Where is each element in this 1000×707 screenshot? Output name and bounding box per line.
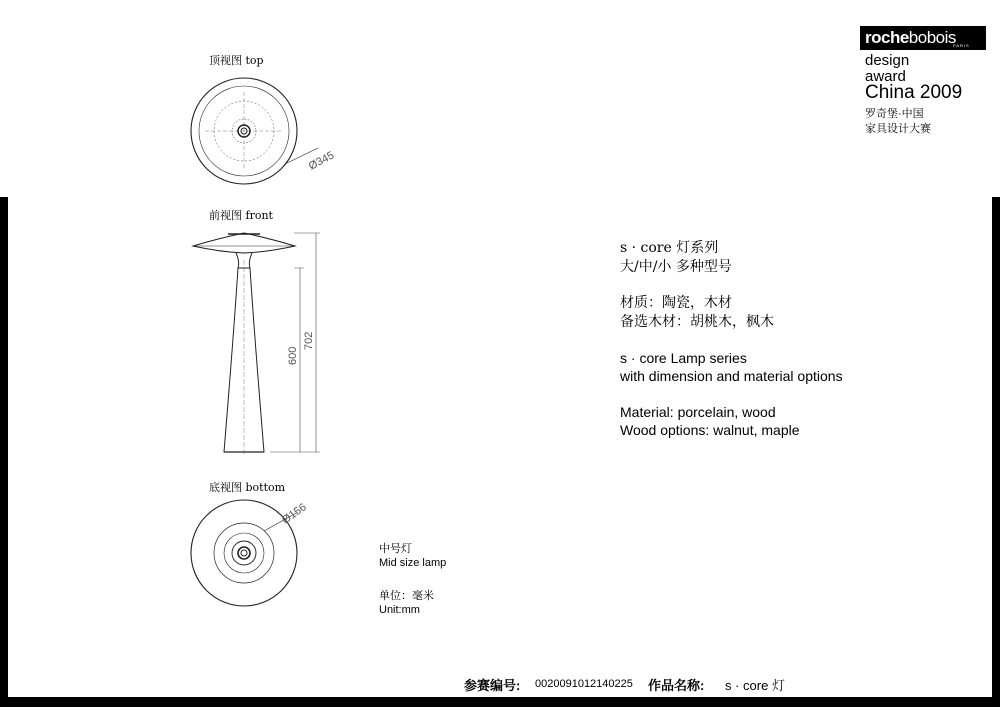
entry-number-label: 参赛编号: <box>464 678 521 693</box>
desc-en-wood: Wood options: walnut, maple <box>620 422 800 438</box>
desc-cn-wood: 备选木材：胡桃木，枫木 <box>620 314 774 330</box>
desc-en-title: s · core Lamp series <box>620 350 747 366</box>
body-height-dim: 600 <box>287 346 299 365</box>
entry-number: 0020091012140225 <box>535 678 633 690</box>
note-size-en: Mid size lamp <box>379 557 447 569</box>
desc-en-material: Material: porcelain, wood <box>620 404 776 420</box>
desc-cn-title: s · core 灯系列 <box>620 240 719 256</box>
front-view-label: 前视图 front <box>209 209 273 222</box>
work-name-label: 作品名称: <box>648 678 705 693</box>
award-line-1: design <box>865 52 910 69</box>
front-view-drawing <box>193 233 320 455</box>
base-diameter-dim: Ø156 <box>279 501 309 527</box>
note-unit-cn: 单位：毫米 <box>379 589 434 602</box>
logo-brand-sub: PARIS <box>953 43 970 48</box>
logo-brand-regular: bobois <box>908 28 956 47</box>
desc-en-options: with dimension and material options <box>620 368 843 384</box>
award-cn-line-2: 家具设计大赛 <box>865 123 931 135</box>
desc-cn-sizes: 大/中/小 多种型号 <box>620 259 732 275</box>
award-line-2: award <box>865 68 906 85</box>
work-name: s · core 灯 <box>725 678 785 693</box>
top-diameter-dim: Ø345 <box>306 149 337 173</box>
award-cn-line-1: 罗奇堡·中国 <box>865 108 924 120</box>
top-view-drawing <box>191 78 318 184</box>
desc-cn-material: 材质：陶瓷，木材 <box>620 295 732 311</box>
note-unit-en: Unit:mm <box>379 604 420 616</box>
top-view-label: 顶视图 top <box>209 54 264 67</box>
roche-bobois-logo <box>860 26 986 50</box>
bottom-view-label: 底视图 bottom <box>209 481 286 494</box>
total-height-dim: 702 <box>303 331 315 350</box>
logo-brand-bold: roche <box>865 28 909 47</box>
note-size-cn: 中号灯 <box>379 542 412 555</box>
award-line-3: China 2009 <box>865 82 963 103</box>
